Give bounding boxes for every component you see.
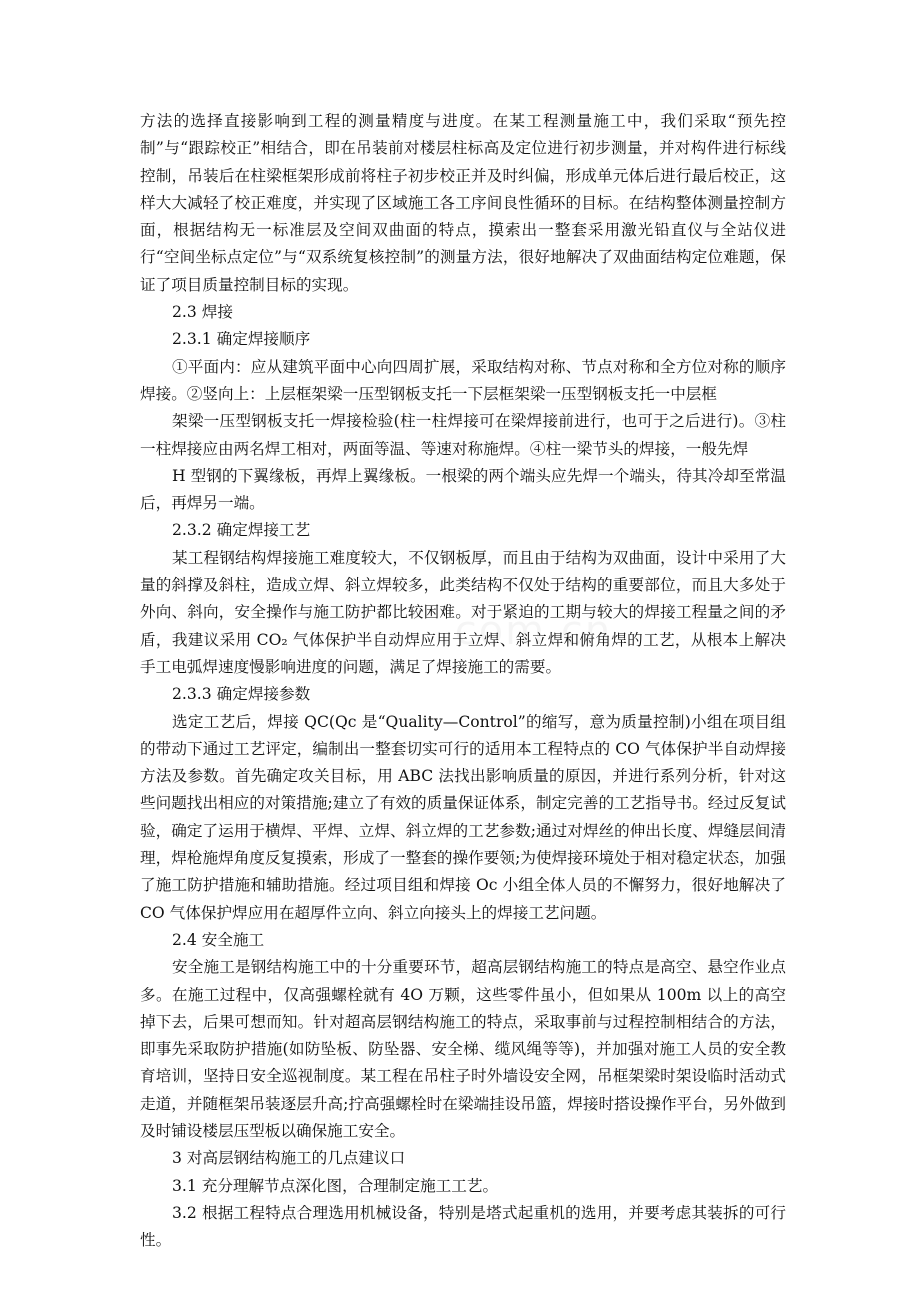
section-heading-3: 3 对高层钢结构施工的几点建议口 <box>172 1149 406 1168</box>
paragraph-measurement: 方法的选择直接影响到工程的测量精度与进度。在某工程测量施工中，我们采取“预先控制”与“跟踪校正”相结合，即在吊装前对楼层柱标高及定位进行初步测量，并对构件进行标线控制，吊装后在柱梁框架形成前将柱子初步校正并及时纠偏，形成单元体后进行最后校正，这样大大减轻了校正难度，并实现了区域施工各工序间良性循环的目标。在结构整体测量控制方面，根据结构无一标准层及空间双曲面的特点，摸索出一整套采用激光铅直仪与全站仪进行“空间坐标点定位”与“双系统复核控制”的测量方法，很好地解决了双曲面结构定位难题，保证了项目质量控制目标的实现。 <box>140 112 786 294</box>
section-heading-2-3-1: 2.3.1 确定焊接顺序 <box>172 330 311 349</box>
section-heading-2-4: 2.4 安全施工 <box>172 930 265 949</box>
paragraph-safety: 安全施工是钢结构施工中的十分重要环节，超高层钢结构施工的特点是高空、悬空作业点多。在施工过程中，仅高强螺栓就有 4O 万颗，这些零件虽小，但如果从 100m 以上的高空掉下去，后果可想而知。针对超高层钢结构施工的特点，采取事前与过程控制相结合的方法，即事先采取防护措施(如防坠板、防坠器、安全梯、缆风绳等等)，并加强对施工人员的安全教育培训，坚持日安全巡视制度。某工程在吊柱子时外墙设安全网，吊框架梁时架设临时活动式走道，并随框架吊装逐层升高;拧高强螺栓时在梁端挂设吊篮，焊接时搭设操作平台，另外做到及时铺设楼层压型板以确保施工安全。 <box>140 958 786 1140</box>
paragraph-weld-sequence-1: ①平面内：应从建筑平面中心向四周扩展，采取结构对称、节点对称和全方位对称的顺序焊接。②竖向上：上层框架梁一压型钢板支托一下层框架梁一压型钢板支托一中层框 <box>140 357 786 403</box>
paragraph-weld-params: 选定工艺后，焊接 QC(Qc 是“Quality—Control”的缩写，意为质量控制)小组在项目组的带动下通过工艺评定，编制出一整套切实可行的适用本工程特点的 CO 气体保护半自动焊接方法及参数。首先确定攻关目标，用 ABC 法找出影响质量的原因，并进行系列分析，针对这些问题找出相应的对策措施;建立了有效的质量保证体系，制定完善的工艺指导书。经过反复试验，确定了运用于横焊、平焊、立焊、斜立焊的工艺参数;通过对焊丝的伸出长度、焊缝层间清理，焊枪施焊角度反复摸索，形成了一整套的操作要领;为使焊接环境处于相对稳定状态，加强了施工防护措施和辅助措施。经过项目组和焊接 Oc 小组全体人员的不懈努力，很好地解决了 CO 气体保护焊应用在超厚件立向、斜立向接头上的焊接工艺问题。 <box>140 712 786 922</box>
paragraph-weld-sequence-2: 架梁一压型钢板支托一焊接检验(柱一柱焊接可在梁焊接前进行，也可于之后进行)。③柱一柱焊接应由两名焊工相对，两面等温、等速对称施焊。④柱一梁节头的焊接，一般先焊 <box>140 412 786 458</box>
section-heading-2-3: 2.3 焊接 <box>172 303 233 322</box>
paragraph-weld-process: 某工程钢结构焊接施工难度较大，不仅钢板厚，而且由于结构为双曲面，设计中采用了大量的斜撑及斜柱，造成立焊、斜立焊较多，此类结构不仅处于结构的重要部位，而且大多处于外向、斜向，安全操作与施工防护都比较困难。对于紧迫的工期与较大的焊接工程量之间的矛盾，我建议采用 CO₂ 气体保护半自动焊应用于立焊、斜立焊和俯角焊的工艺，从根本上解决手工电弧焊速度慢影响进度的问题，满足了焊接施工的需要。 <box>140 548 786 676</box>
suggestion-3-1: 3.1 充分理解节点深化图，合理制定施工工艺。 <box>172 1176 499 1195</box>
suggestion-3-2: 3.2 根据工程特点合理选用机械设备，特别是塔式起重机的选用，并要考虑其装拆的可行性。 <box>140 1203 786 1250</box>
document-body <box>140 108 786 1254</box>
section-heading-2-3-3: 2.3.3 确定焊接参数 <box>172 685 311 704</box>
section-heading-2-3-2: 2.3.2 确定焊接工艺 <box>172 521 311 540</box>
paragraph-weld-sequence-3: H 型钢的下翼缘板，再焊上翼缘板。一根梁的两个端头应先焊一个端头，待其冷却至常温后，再焊另一端。 <box>140 466 786 513</box>
